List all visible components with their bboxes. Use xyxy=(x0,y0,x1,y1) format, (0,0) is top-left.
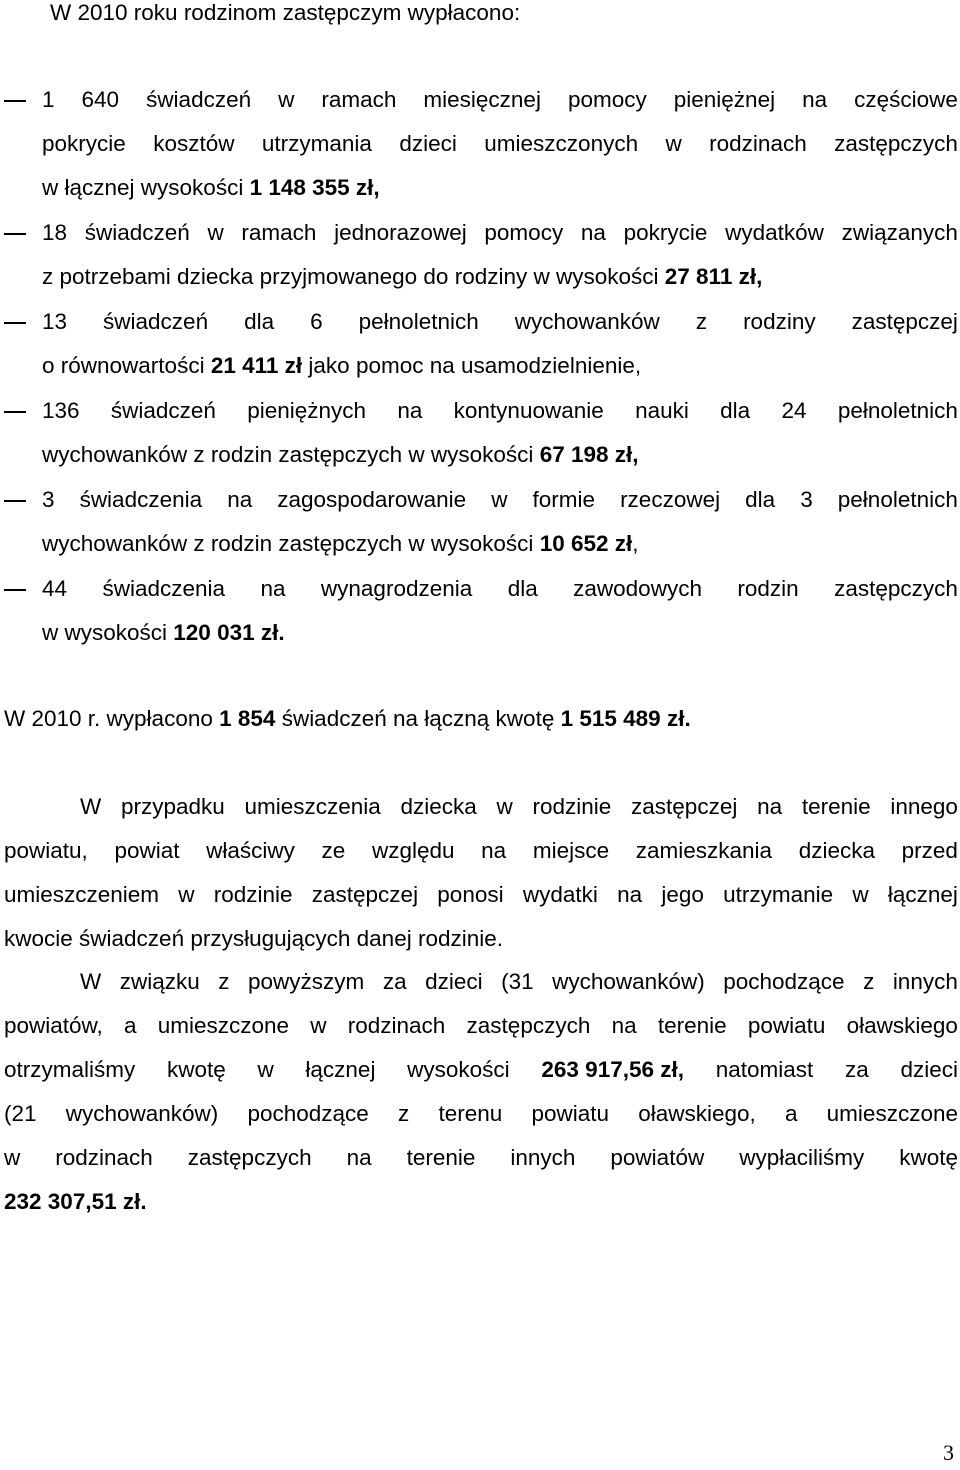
word: w xyxy=(310,1013,327,1038)
item-3-line-2: o równowartości 21 411 zł jako pomoc na usamodzielnienie, xyxy=(42,353,642,378)
word: pełnoletnich xyxy=(837,398,958,423)
word: W xyxy=(80,794,102,819)
word: rzeczowej xyxy=(620,487,721,512)
word: wydatki xyxy=(522,882,598,907)
word: w xyxy=(852,882,869,907)
word: zagospodarowanie xyxy=(277,487,467,512)
word: rodzinie xyxy=(532,794,612,819)
list-dash xyxy=(4,411,26,413)
word: wychowanków xyxy=(514,309,660,334)
word: oławskiego xyxy=(846,1013,958,1038)
word: utrzymanie xyxy=(723,882,834,907)
word: wynagrodzenia xyxy=(320,576,473,601)
word: wypłaciliśmy xyxy=(739,1145,865,1170)
word: świadczeń xyxy=(110,398,216,423)
word: umieszczonych xyxy=(484,131,639,156)
word: powiatów, xyxy=(4,1013,103,1038)
word: ze xyxy=(321,838,346,863)
word: na xyxy=(611,1013,637,1038)
word: na xyxy=(580,220,606,245)
word: w xyxy=(178,882,195,907)
word: zastępczej xyxy=(311,882,419,907)
word: dzieci xyxy=(425,969,483,994)
word: dziecka xyxy=(798,838,875,863)
word: 3 xyxy=(800,487,813,512)
word: w xyxy=(278,87,295,112)
word: rodzinach xyxy=(55,1145,153,1170)
word: świadczeń xyxy=(103,309,209,334)
word: na xyxy=(481,838,507,863)
item-5-line-1 xyxy=(42,487,958,513)
word: 3 xyxy=(42,487,55,512)
word: (31 xyxy=(501,969,534,994)
list-dash xyxy=(4,233,26,235)
word: łącznej xyxy=(887,882,958,907)
word: innych xyxy=(892,969,958,994)
item-2-line-2: z potrzebami dziecka przyjmowanego do rodziny w wysokości 27 811 zł, xyxy=(42,264,763,289)
word: dzieci xyxy=(399,131,457,156)
word: wychowanków) xyxy=(552,969,705,994)
word: W xyxy=(80,969,102,994)
word: zastępczych xyxy=(834,576,958,601)
word: świadczeń xyxy=(84,220,190,245)
word: a xyxy=(124,1013,137,1038)
amount: 1 854 xyxy=(219,706,276,731)
word: zastępczej xyxy=(631,794,738,819)
word: pochodzące xyxy=(247,1101,369,1126)
word: z xyxy=(398,1101,410,1126)
word: powiatów xyxy=(610,1145,705,1170)
item-1-line-3: w łącznej wysokości 1 148 355 zł, xyxy=(42,175,380,200)
word: powiatu xyxy=(747,1013,826,1038)
word: wydatków xyxy=(725,220,824,245)
word: miesięcznej xyxy=(423,87,541,112)
word: dla xyxy=(244,309,275,334)
word: terenu xyxy=(438,1101,503,1126)
word: kontynuowanie xyxy=(453,398,604,423)
page-number: 3 xyxy=(943,1440,954,1465)
word: dziecka xyxy=(400,794,477,819)
word: oławskiego, xyxy=(638,1101,756,1126)
para-2-line-3: otrzymaliśmy kwotę w łącznej wysokości 263 917,56 zł, natomiast za dzieci xyxy=(4,1057,958,1082)
word: na xyxy=(227,487,253,512)
word: na xyxy=(260,576,286,601)
word: ramach xyxy=(321,87,397,112)
amount: 1 148 355 zł, xyxy=(249,175,380,200)
summary-line: W 2010 r. wypłacono 1 854 świadczeń na łączną kwotę 1 515 489 zł. xyxy=(4,706,691,731)
word: zamieszkania xyxy=(635,838,773,863)
word: w xyxy=(665,131,682,156)
word: wychowanków) xyxy=(65,1101,219,1126)
word: z xyxy=(863,969,875,994)
item-3-line-1 xyxy=(42,309,958,335)
word: przypadku xyxy=(120,794,225,819)
word: innych xyxy=(510,1145,576,1170)
word: związku xyxy=(119,969,200,994)
word: 6 xyxy=(310,309,323,334)
word: zastępczych xyxy=(466,1013,591,1038)
word: jednorazowej xyxy=(334,220,467,245)
word: 24 xyxy=(781,398,807,423)
para-1-line-2 xyxy=(4,838,958,864)
word: właściwy xyxy=(206,838,295,863)
amount: 21 411 zł xyxy=(210,353,303,378)
word: powiatu xyxy=(531,1101,610,1126)
word: terenie xyxy=(406,1145,476,1170)
word: pieniężnych xyxy=(247,398,367,423)
amount: 27 811 zł, xyxy=(664,264,763,289)
word: terenie xyxy=(657,1013,727,1038)
para-2-line-4 xyxy=(4,1101,958,1127)
word: pieniężnej xyxy=(673,87,776,112)
intro-text: W 2010 roku rodzinom zastępczym wypłacono: xyxy=(50,0,521,25)
word: w xyxy=(207,220,224,245)
word: pełnoletnich xyxy=(358,309,479,334)
word: częściowe xyxy=(854,87,958,112)
list-dash xyxy=(4,500,26,502)
word: rodzinach xyxy=(347,1013,446,1038)
word: kosztów xyxy=(153,131,235,156)
word: umieszczenia xyxy=(244,794,381,819)
word: na xyxy=(617,882,643,907)
word: 44 xyxy=(42,576,68,601)
word: zawodowych xyxy=(573,576,702,601)
word: utrzymania xyxy=(261,131,372,156)
word: (21 xyxy=(4,1101,37,1126)
word: na xyxy=(397,398,423,423)
word: 136 xyxy=(42,398,80,423)
para-2-line-2 xyxy=(4,1013,958,1039)
word: w xyxy=(4,1145,21,1170)
list-dash xyxy=(4,100,26,102)
item-1-line-2 xyxy=(42,131,958,157)
word: kwotę xyxy=(899,1145,958,1170)
word: ramach xyxy=(241,220,317,245)
word: nauki xyxy=(635,398,689,423)
word: w xyxy=(496,794,513,819)
list-dash xyxy=(4,589,26,591)
word: na xyxy=(346,1145,372,1170)
word: innego xyxy=(890,794,958,819)
word: pochodzące xyxy=(723,969,845,994)
item-6-line-1 xyxy=(42,576,958,602)
word: rodzin xyxy=(737,576,799,601)
word: ponosi xyxy=(437,882,504,907)
word: powiat xyxy=(114,838,180,863)
word: 1 xyxy=(42,87,55,112)
word: rodzinach xyxy=(709,131,807,156)
word: dla xyxy=(745,487,776,512)
item-4-line-2: wychowanków z rodzin zastępczych w wysokości 67 198 zł, xyxy=(42,442,639,467)
amount: 10 652 zł xyxy=(539,531,633,556)
word: związanych xyxy=(841,220,958,245)
word: 640 xyxy=(81,87,120,112)
word: umieszczeniem xyxy=(4,882,160,907)
amount: 1 515 489 zł. xyxy=(560,706,691,731)
word: zastępczej xyxy=(851,309,958,334)
amount: 263 917,56 zł, xyxy=(541,1057,685,1082)
word: powiatu, xyxy=(4,838,88,863)
word: zastępczych xyxy=(834,131,958,156)
word: a xyxy=(784,1101,798,1126)
word: względu xyxy=(371,838,455,863)
para-1-line-4: kwocie świadczeń przysługujących danej rodzinie. xyxy=(4,926,503,951)
word: terenie xyxy=(801,794,871,819)
word: świadczeń xyxy=(146,87,252,112)
word: na xyxy=(757,794,783,819)
word: za xyxy=(382,969,407,994)
word: 13 xyxy=(42,309,68,334)
word: w xyxy=(491,487,508,512)
word: formie xyxy=(532,487,596,512)
item-4-line-1 xyxy=(42,398,958,424)
word: powyższym xyxy=(248,969,365,994)
word: dla xyxy=(507,576,538,601)
para-2-line-5 xyxy=(4,1145,958,1171)
word: umieszczone xyxy=(157,1013,290,1038)
para-1-line-1 xyxy=(80,794,958,820)
word: dla xyxy=(720,398,751,423)
word: na xyxy=(802,87,828,112)
item-1-line-1 xyxy=(42,87,958,113)
word: jego xyxy=(661,882,704,907)
word: rodzinie xyxy=(213,882,293,907)
word: pełnoletnich xyxy=(837,487,958,512)
list-dash xyxy=(4,322,26,324)
word: świadczenia xyxy=(79,487,203,512)
word: z xyxy=(695,309,708,334)
item-6-line-2: w wysokości 120 031 zł. xyxy=(42,620,285,645)
word: umieszczone xyxy=(826,1101,958,1126)
para-2-line-6 xyxy=(4,1189,147,1215)
word: miejsce xyxy=(532,838,610,863)
word: pomocy xyxy=(567,87,647,112)
word: zastępczych xyxy=(187,1145,312,1170)
para-2-line-1 xyxy=(80,969,958,995)
word: przed xyxy=(901,838,958,863)
word: 18 xyxy=(42,220,68,245)
word: pomocy xyxy=(484,220,564,245)
word: pokrycie xyxy=(42,131,126,156)
word: pokrycie xyxy=(623,220,708,245)
word: rodziny xyxy=(743,309,816,334)
item-2-line-1 xyxy=(42,220,958,246)
word: świadczenia xyxy=(102,576,226,601)
amount: 67 198 zł, xyxy=(539,442,639,467)
amount: 232 307,51 zł. xyxy=(4,1189,147,1214)
item-5-line-2: wychowanków z rodzin zastępczych w wysokości 10 652 zł, xyxy=(42,531,639,556)
word: z xyxy=(218,969,230,994)
amount: 120 031 zł. xyxy=(173,620,285,645)
para-1-line-3 xyxy=(4,882,958,908)
